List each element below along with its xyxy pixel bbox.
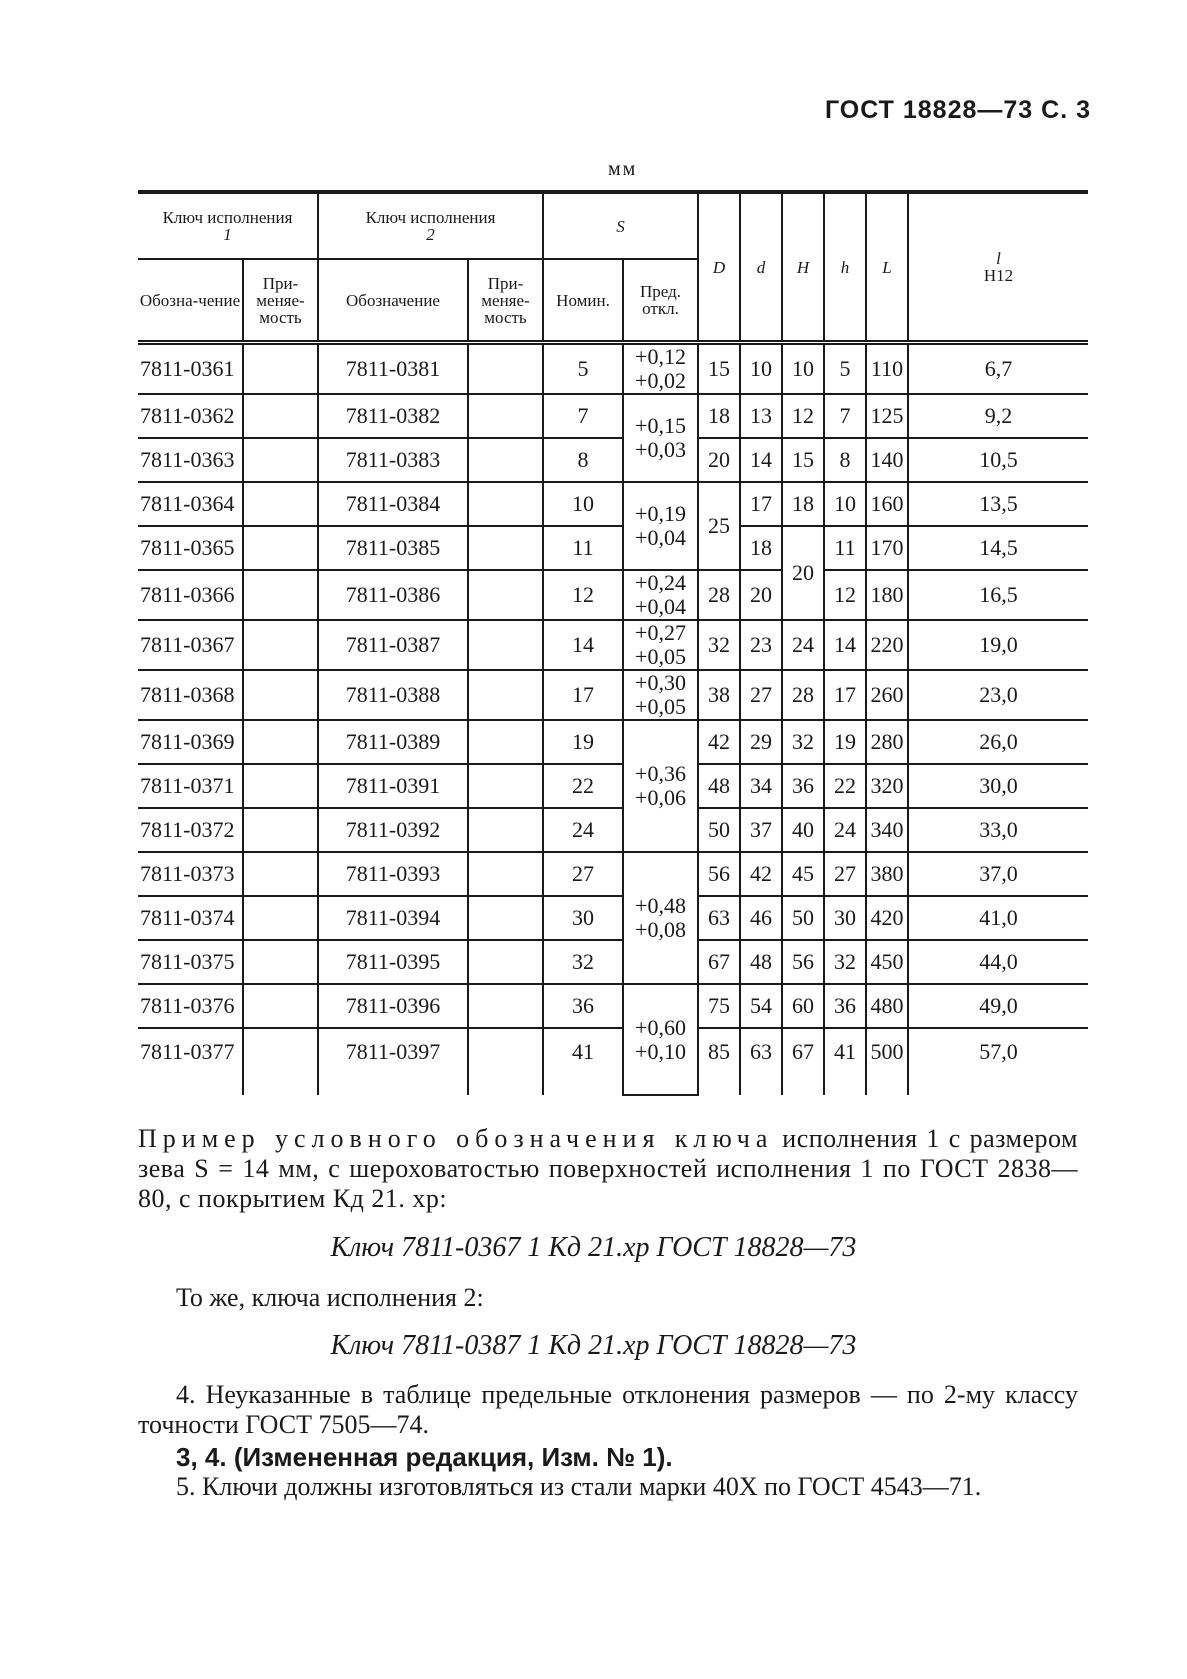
cell-use2 [468, 526, 543, 570]
cell-l: 9,2 [908, 394, 1088, 438]
cell-h: 41 [824, 1028, 866, 1095]
cell-tol [623, 670, 698, 720]
cell-code1: 7811-0377 [140, 1039, 235, 1064]
cell-code1: 7811-0371 [138, 764, 243, 808]
cell-use2 [468, 1028, 543, 1095]
cell-s: 11 [543, 526, 623, 570]
cell-L: 180 [866, 570, 908, 620]
note-5: 5. Ключи должны изготовляться из стали марки 40Х по ГОСТ 4543—71. [176, 1472, 982, 1501]
cell-code2: 7811-0397 [318, 1028, 468, 1095]
cell-H: 40 [782, 808, 824, 852]
cell-L: 450 [866, 940, 908, 984]
cell-code1: 7811-0364 [138, 482, 243, 526]
table-row [138, 620, 1088, 670]
cell-use2 [468, 620, 543, 670]
cell-code1: 7811-0363 [138, 438, 243, 482]
cell-d: 42 [740, 852, 782, 896]
cell-use2 [468, 343, 543, 395]
cell-L: 380 [866, 852, 908, 896]
cell-tol [623, 984, 698, 1095]
cell-D: 15 [698, 343, 740, 395]
table-row [138, 526, 1088, 570]
cell-d: 37 [740, 808, 782, 852]
cell-use2 [468, 670, 543, 720]
cell-code2: 7811-0392 [318, 808, 468, 852]
tolerance-line: +0,04 [635, 594, 686, 619]
cell-d: 27 [740, 670, 782, 720]
cell-h: 22 [824, 764, 866, 808]
cell-l: 26,0 [908, 720, 1088, 764]
cell-use2 [468, 720, 543, 764]
cell-D: 38 [698, 670, 740, 720]
cell-l: 44,0 [908, 940, 1088, 984]
cell-tol [623, 343, 698, 395]
cell-code2: 7811-0386 [318, 570, 468, 620]
col-code1-header: Обозна-чение [138, 259, 243, 343]
cell-l: 14,5 [908, 526, 1088, 570]
col-H-header: H [782, 192, 824, 343]
cell-code1: 7811-0376 [138, 984, 243, 1028]
col-s-tol-header: Пред. откл. [623, 259, 698, 343]
cell-code2: 7811-0383 [318, 438, 468, 482]
cell-L: 340 [866, 808, 908, 852]
cell-D: 67 [698, 940, 740, 984]
cell-s: 10 [543, 482, 623, 526]
cell-use1 [243, 896, 318, 940]
tolerance-line: +0,12 [635, 344, 686, 369]
group2-label: Ключ исполнения [365, 208, 496, 227]
cell-H: 18 [782, 482, 824, 526]
cell-H: 15 [782, 438, 824, 482]
cell-code2: 7811-0389 [318, 720, 468, 764]
cell-l: 41,0 [908, 896, 1088, 940]
cell-use1 [243, 570, 318, 620]
group1-num: 1 [223, 225, 232, 244]
group2-header [318, 192, 543, 259]
tolerance-line: +0,10 [635, 1038, 686, 1064]
cell-code2: 7811-0391 [318, 764, 468, 808]
cell-code1: 7811-0365 [138, 526, 243, 570]
cell-H: 67 [782, 1028, 824, 1095]
col-D-header: D [698, 192, 740, 343]
cell-s: 19 [543, 720, 623, 764]
cell-code2: 7811-0395 [318, 940, 468, 984]
cell-h: 8 [824, 438, 866, 482]
cell-d: 54 [740, 984, 782, 1028]
cell-h: 30 [824, 896, 866, 940]
cell-L: 140 [866, 438, 908, 482]
table-row [138, 764, 1088, 808]
cell-use2 [468, 940, 543, 984]
cell-d: 17 [740, 482, 782, 526]
cell-code2: 7811-0385 [318, 526, 468, 570]
same-for-version-2: То же, ключа исполнения 2: [176, 1283, 484, 1312]
tolerance-line: +0,36 [635, 761, 686, 786]
cell-tol [623, 482, 698, 570]
cell-s: 5 [543, 343, 623, 395]
cell-h: 17 [824, 670, 866, 720]
col-h-header: h [824, 192, 866, 343]
cell-h: 7 [824, 394, 866, 438]
cell-H: 20 [782, 526, 824, 620]
table-row [138, 438, 1088, 482]
cell-L: 170 [866, 526, 908, 570]
cell-L: 125 [866, 394, 908, 438]
cell-s: 41 [543, 1028, 623, 1095]
cell-H: 60 [782, 984, 824, 1028]
cell-s: 22 [543, 764, 623, 808]
group1-label: Ключ исполнения [162, 208, 293, 227]
cell-use1 [243, 438, 318, 482]
cell-s: 7 [543, 394, 623, 438]
col-l-header [908, 192, 1088, 343]
cell-code2: 7811-0396 [318, 984, 468, 1028]
example-designation-2: Ключ 7811-0387 1 Кд 21.хр ГОСТ 18828—73 [330, 1330, 857, 1361]
cell-H: 12 [782, 394, 824, 438]
table-row [138, 1028, 1088, 1095]
cell-d: 23 [740, 620, 782, 670]
cell-s: 24 [543, 808, 623, 852]
cell-use1 [243, 343, 318, 395]
cell-code1: 7811-0361 [138, 343, 243, 395]
cell-tol [623, 394, 698, 482]
col-l-sub: H12 [983, 266, 1014, 285]
tolerance-line: +0,03 [635, 437, 686, 462]
cell-use2 [468, 984, 543, 1028]
cell-h: 10 [824, 482, 866, 526]
cell-D: 20 [698, 438, 740, 482]
table-row [138, 720, 1088, 764]
col-L-header: L [866, 192, 908, 343]
cell-use1 [243, 720, 318, 764]
group2-num: 2 [426, 225, 435, 244]
cell-code1: 7811-0373 [138, 852, 243, 896]
cell-h: 24 [824, 808, 866, 852]
table-row [138, 343, 1088, 395]
example-intro-rest: исполнения 1 с размером зева S = 14 мм, с шероховатостью поверхностей исполнения 1 по ГОСТ 2838—80, с покрытием Кд 21. хр: [138, 1124, 1078, 1213]
cell-code2: 7811-0394 [318, 896, 468, 940]
cell-H: 24 [782, 620, 824, 670]
cell-d: 13 [740, 394, 782, 438]
table-body [138, 343, 1088, 1096]
cell-h: 14 [824, 620, 866, 670]
s-header: S [543, 192, 698, 259]
cell-tol [623, 720, 698, 852]
cell-d: 46 [740, 896, 782, 940]
cell-code2: 7811-0388 [318, 670, 468, 720]
cell-use2 [468, 852, 543, 896]
cell-L: 110 [866, 343, 908, 395]
tolerance-line: +0,08 [635, 917, 686, 942]
cell-code1: 7811-0362 [138, 394, 243, 438]
cell-code1: 7811-0372 [138, 808, 243, 852]
cell-l: 19,0 [908, 620, 1088, 670]
cell-L: 280 [866, 720, 908, 764]
cell-h: 5 [824, 343, 866, 395]
tolerance-line: +0,15 [635, 413, 686, 438]
cell-s: 8 [543, 438, 623, 482]
cell-tol [623, 852, 698, 984]
cell-use2 [468, 570, 543, 620]
cell-D: 63 [698, 896, 740, 940]
tolerance-line: +0,05 [635, 644, 686, 669]
cell-H: 50 [782, 896, 824, 940]
tolerance-line: +0,27 [635, 620, 686, 645]
tolerance-line: +0,30 [635, 670, 686, 695]
cell-code1: 7811-0375 [138, 940, 243, 984]
cell-L: 320 [866, 764, 908, 808]
cell-use2 [468, 764, 543, 808]
cell-l: 6,7 [908, 343, 1088, 395]
cell-use2 [468, 482, 543, 526]
cell-code1: 7811-0368 [138, 670, 243, 720]
cell-use2 [468, 438, 543, 482]
cell-use1 [243, 764, 318, 808]
col-use1-header: При-меняе-мость [243, 259, 318, 343]
cell-d: 18 [740, 526, 782, 570]
cell-code2: 7811-0393 [318, 852, 468, 896]
cell-L: 160 [866, 482, 908, 526]
cell-h: 27 [824, 852, 866, 896]
cell-d: 10 [740, 343, 782, 395]
cell-H: 45 [782, 852, 824, 896]
cell-s: 17 [543, 670, 623, 720]
cell-H: 28 [782, 670, 824, 720]
cell-d: 20 [740, 570, 782, 620]
cell-use1 [243, 852, 318, 896]
cell-d: 34 [740, 764, 782, 808]
cell-l: 33,0 [908, 808, 1088, 852]
cell-h: 19 [824, 720, 866, 764]
cell-use1 [243, 1028, 318, 1095]
tolerance-line: +0,24 [635, 570, 686, 595]
col-d-header: d [740, 192, 782, 343]
cell-use1 [243, 940, 318, 984]
cell-l: 23,0 [908, 670, 1088, 720]
cell-D: 56 [698, 852, 740, 896]
cell-l: 49,0 [908, 984, 1088, 1028]
group1-header [138, 192, 318, 259]
cell-D: 75 [698, 984, 740, 1028]
cell-use2 [468, 896, 543, 940]
cell-use1 [243, 670, 318, 720]
cell-l: 57,0 [908, 1028, 1088, 1095]
example-designation-1: Ключ 7811-0367 1 Кд 21.хр ГОСТ 18828—73 [330, 1232, 857, 1263]
cell-code1: 7811-0369 [138, 720, 243, 764]
cell-code2: 7811-0381 [318, 343, 468, 395]
table-row [138, 482, 1088, 526]
cell-code1: 7811-0366 [138, 570, 243, 620]
cell-use1 [243, 482, 318, 526]
tolerance-line: +0,06 [635, 785, 686, 810]
cell-d: 29 [740, 720, 782, 764]
cell-L: 420 [866, 896, 908, 940]
example-intro [138, 1124, 1078, 1214]
wrench-dimensions-table [138, 190, 1088, 1096]
table-row [138, 570, 1088, 620]
unit-label: мм [608, 158, 638, 180]
cell-D: 18 [698, 394, 740, 438]
col-use2-header: При-меняе-мость [468, 259, 543, 343]
cell-L: 500 [866, 1028, 908, 1095]
cell-code1: 7811-0367 [138, 620, 243, 670]
table-row [138, 984, 1088, 1028]
cell-H: 10 [782, 343, 824, 395]
cell-h: 12 [824, 570, 866, 620]
cell-s: 12 [543, 570, 623, 620]
cell-h: 11 [824, 526, 866, 570]
cell-use1 [243, 984, 318, 1028]
table-row [138, 394, 1088, 438]
cell-code2: 7811-0382 [318, 394, 468, 438]
table-row [138, 670, 1088, 720]
cell-h: 32 [824, 940, 866, 984]
cell-s: 36 [543, 984, 623, 1028]
tolerance-line: +0,48 [635, 893, 686, 918]
cell-use1 [243, 620, 318, 670]
cell-tol [623, 570, 698, 620]
cell-s: 30 [543, 896, 623, 940]
cell-code2: 7811-0384 [318, 482, 468, 526]
cell-l: 37,0 [908, 852, 1088, 896]
cell-l: 30,0 [908, 764, 1088, 808]
table-row [138, 808, 1088, 852]
cell-L: 480 [866, 984, 908, 1028]
table-row [138, 852, 1088, 896]
tolerance-line: +0,60 [635, 1014, 686, 1040]
cell-L: 220 [866, 620, 908, 670]
cell-use2 [468, 394, 543, 438]
cell-use1 [243, 526, 318, 570]
cell-code2: 7811-0387 [318, 620, 468, 670]
col-l-label: l [996, 249, 1001, 268]
table-row [138, 940, 1088, 984]
cell-d: 63 [740, 1028, 782, 1095]
cell-h: 36 [824, 984, 866, 1028]
cell-use1 [243, 394, 318, 438]
cell-l: 16,5 [908, 570, 1088, 620]
cell-H: 56 [782, 940, 824, 984]
cell-D: 50 [698, 808, 740, 852]
cell-D: 48 [698, 764, 740, 808]
cell-H: 32 [782, 720, 824, 764]
cell-code1: 7811-0374 [138, 896, 243, 940]
cell-d: 14 [740, 438, 782, 482]
cell-D: 32 [698, 620, 740, 670]
cell-tol [623, 620, 698, 670]
cell-use2 [468, 808, 543, 852]
table-row [138, 896, 1088, 940]
tolerance-line: +0,05 [635, 694, 686, 719]
cell-D: 25 [698, 482, 740, 570]
example-intro-spaced: Пример условного обозначения ключа [138, 1124, 774, 1153]
cell-s: 27 [543, 852, 623, 896]
cell-s: 14 [543, 620, 623, 670]
tolerance-line: +0,02 [635, 368, 686, 393]
cell-l: 13,5 [908, 482, 1088, 526]
cell-D: 28 [698, 570, 740, 620]
col-s-nom-header: Номин. [543, 259, 623, 343]
tolerance-line: +0,04 [635, 525, 686, 550]
cell-H: 36 [782, 764, 824, 808]
revision-note: 3, 4. (Измененная редакция, Изм. № 1). [176, 1442, 673, 1472]
col-code2-header: Обозначение [318, 259, 468, 343]
page-header: ГОСТ 18828—73 С. 3 [824, 96, 1091, 124]
cell-s: 32 [543, 940, 623, 984]
cell-D: 42 [698, 720, 740, 764]
cell-use1 [243, 808, 318, 852]
cell-D: 85 [698, 1028, 740, 1095]
note-4: 4. Неуказанные в таблице предельные отклонения размеров — по 2-му классу точности ГОСТ 7505—74. [138, 1380, 1078, 1439]
cell-l: 10,5 [908, 438, 1088, 482]
cell-L: 260 [866, 670, 908, 720]
cell-d: 48 [740, 940, 782, 984]
tolerance-line: +0,19 [635, 501, 686, 526]
